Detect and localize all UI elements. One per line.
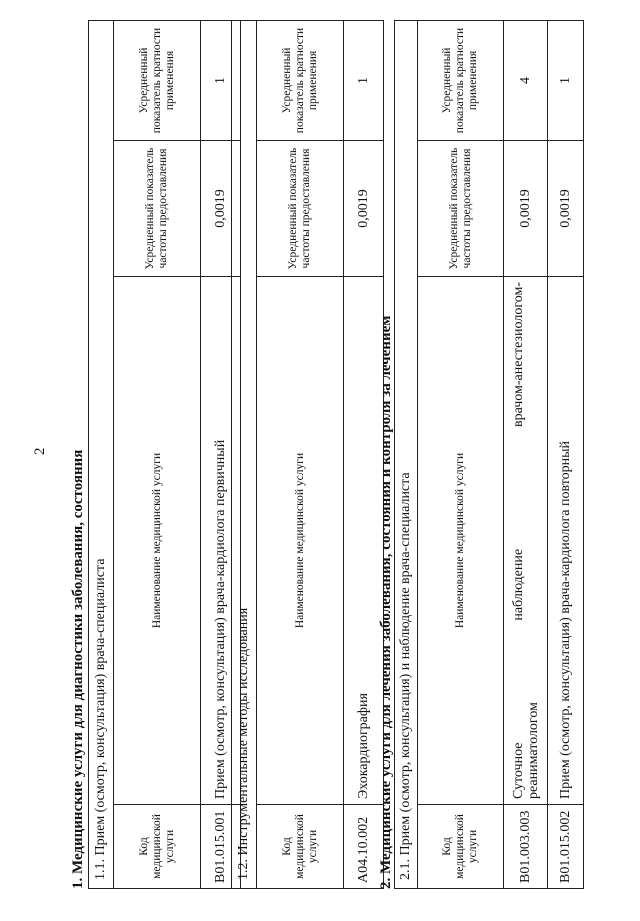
table-caption: 2.1. Прием (осмотр, консультация) и наблюдение врача-специалиста <box>395 20 418 888</box>
header-code: Код медицинской услуги <box>257 805 344 889</box>
service-name-line-2: реаниматологом <box>525 702 541 799</box>
multiplicity-value: 4 <box>504 20 548 140</box>
header-code: Код медицинской услуги <box>114 805 201 889</box>
table-2-1 <box>394 20 584 889</box>
header-name: Наименование медицинской услуги <box>114 277 201 805</box>
service-name: Прием (осмотр, консультация) врача-кардиолога повторный <box>548 277 584 805</box>
frequency-value: 0,0019 <box>344 141 384 277</box>
header-multiplicity: Усредненный показатель кратности применения <box>418 20 504 140</box>
service-name-word: врачом-анестезиологом- <box>510 282 526 428</box>
multiplicity-value: 1 <box>548 20 584 140</box>
service-code: B01.015.002 <box>548 805 584 889</box>
table-1-2 <box>231 20 384 889</box>
header-frequency: Усредненный показатель частоты предоставления <box>257 141 344 277</box>
table-row <box>548 20 584 888</box>
frequency-value: 0,0019 <box>201 141 241 277</box>
header-frequency: Усредненный показатель частоты предоставления <box>114 141 201 277</box>
frequency-value: 0,0019 <box>504 141 548 277</box>
service-name: Эхокардиография <box>344 277 384 805</box>
header-name: Наименование медицинской услуги <box>418 277 504 805</box>
service-name-word: Суточное <box>510 742 526 799</box>
table-1-1 <box>88 20 241 889</box>
service-name-word: наблюдение <box>510 548 526 621</box>
multiplicity-value: 1 <box>201 20 241 140</box>
table-caption: 1.1. Прием (осмотр, консультация) врача-специалиста <box>89 20 114 888</box>
table-caption: 1.2. Инструментальные методы исследования <box>232 20 257 888</box>
service-name: Прием (осмотр, консультация) врача-кардиолога первичный <box>201 277 241 805</box>
header-multiplicity: Усредненный показатель кратности применения <box>257 20 344 140</box>
service-name <box>504 277 548 805</box>
service-name-line-1 <box>511 282 526 799</box>
service-code: B01.015.001 <box>201 805 241 889</box>
multiplicity-value: 1 <box>344 20 384 140</box>
header-multiplicity: Усредненный показатель кратности применения <box>114 20 201 140</box>
service-code: A04.10.002 <box>344 805 384 889</box>
table-row <box>504 20 548 888</box>
header-frequency: Усредненный показатель частоты предоставления <box>418 141 504 277</box>
frequency-value: 0,0019 <box>548 141 584 277</box>
service-code: B01.003.003 <box>504 805 548 889</box>
section-1-title: 1. Медицинские услуги для диагностики заболевания, состояния <box>70 449 86 889</box>
header-code: Код медицинской услуги <box>418 805 504 889</box>
page-number: 2 <box>32 447 48 455</box>
header-name: Наименование медицинской услуги <box>257 277 344 805</box>
section-2-title: 2. Медицинские услуги для лечения заболевания, состояния и контроля за лечением <box>378 315 394 889</box>
